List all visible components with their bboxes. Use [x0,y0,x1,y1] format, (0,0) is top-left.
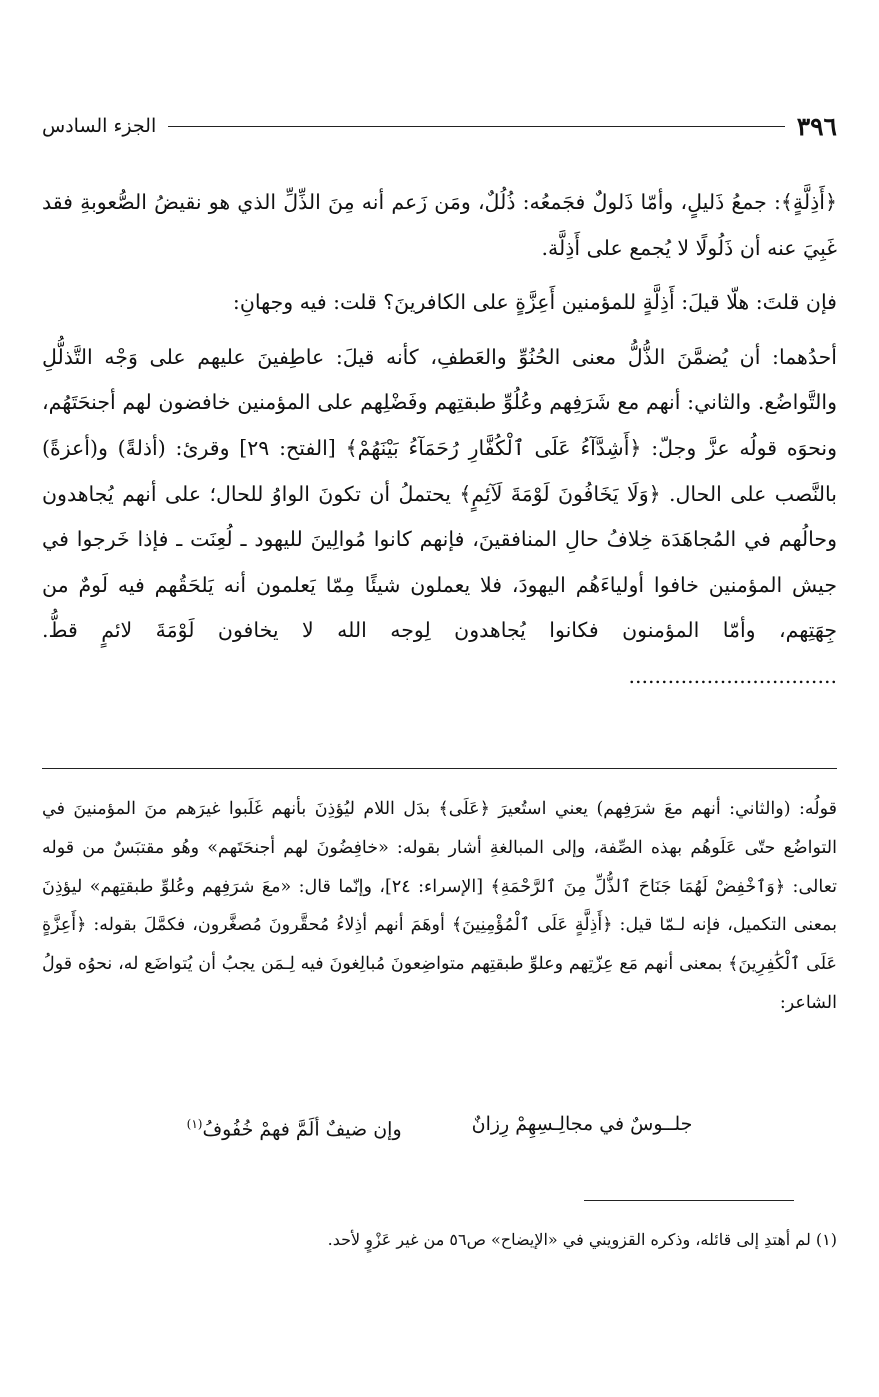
header-rule [168,126,784,127]
page-number: ٣٩٦ [796,111,837,141]
commentary [42,790,837,1023]
footnote-rule [584,1200,794,1201]
page-header [42,108,837,144]
main-paragraph-3 [42,335,837,700]
text-divider [42,768,837,769]
main-text [42,180,837,700]
main-paragraph-2: فإن قلتَ: هلّا قيلَ: أَذِلَّةٍ للمؤمنين أَعِزَّةٍ على الكافرينَ؟ قلت: فيه وجهانِ: [232,290,837,315]
footnote-marker: (١) [186,1117,203,1131]
footnote: (١) لم أهتدِ إلى قائله، وذكره القزويني في «الإيضاح» ص٥٦ من غير عَزْوٍ لأحد. [327,1230,837,1249]
verse-hemistich-second-text: وإن ضيفٌ ألَمَّ فهمْ خُفُوفُ [202,1118,402,1141]
main-paragraph-3-text: أحدُهما: أن يُضمَّنَ الذُّلُّ معنى الحُنُوِّ والعَطفِ، كأنه قيلَ: عاطِفينَ عليهم على وَجْه التَّذلُّلِ والتَّواضُع. والثاني: أنهم مع شَرَفِهم وعُلُوِّ طبقتِهم وفَضْلِهم على المؤمنين خافضون لهم أجنحَتَهُم، ونحوَه قولُه عزَّ وجلّ: ﴿أَشِدَّآءُ عَلَى ٱلْكُفَّارِ رُحَمَآءُ بَيْنَهُمْ﴾ [الفتح: ٢٩] وقرئ: (أذلةً) و(أعزةً) بالنَّصب على الحال. ﴿وَلَا يَخَافُونَ لَوْمَةَ لَآئِمٍ﴾ يحتملُ أن تكونَ الواوُ للحال؛ على أنهم يُجاهدون وحالُهم في المُجاهَدَة خِلافُ حالِ المنافقينَ، فإنهم كانوا مُوالِينَ لليهود ـ لُعِنَت ـ فإذا خَرجوا في جيش المؤمنين خافوا أولياءَهُم اليهودَ، فلا يعملون شيئًا مِمّا يَعلمون أنه يَلحَقُهم فيه لَومٌ من جِهَتِهم، وأمّا المؤمنون فكانوا يُجاهدون لِوجه الله لا يخافون لَوْمَةَ لائمٍ قطُّ. [42,344,837,643]
dotted-filler: ................................ [628,663,837,688]
verse-hemistich-first: جلــوسٌ في مجالِـسِهِمْ رِزانٌ [471,1113,693,1135]
main-paragraph-1: ﴿أَذِلَّةٍ﴾: جمعُ ذَليلٍ، وأمّا ذَلولٌ فجَمعُه: ذُلُلٌ، ومَن زَعم أنه مِنَ الذِّلِّ الذي هو نقيضُ الصُّعوبةِ فقد غَبِيَ عنه أن ذَلُولًا لا يُجمع على أَذِلَّة. [42,190,837,260]
commentary-paragraph: قولُه: (والثاني: أنهم معَ شرَفِهم) يعني استُعيرَ ﴿عَلَى﴾ بدَل اللام ليُؤذِنَ بأنهم غَلَبوا غيرَهم منَ المؤمنينَ في التواضُع حتّى عَلَوهُم بهذه الصِّفة، وإلى المبالغةِ أشار بقوله: «خافِضُونَ لهم أجنحَتَهم» وهُو مقتبَسٌ من قوله تعالى: ﴿وَٱخْفِضْ لَهُمَا جَنَاحَ ٱلذُّلِّ مِنَ ٱلرَّحْمَةِ﴾ [الإسراء: ٢٤]، وإنّما قال: «معَ شرَفِهم وعُلوِّ طبقتِهم» ليؤذِنَ بمعنى التكميل، فإنه لـمّا قيل: ﴿أَذِلَّةٍ عَلَى ٱلْمُؤْمِنِينَ﴾ أوهَمَ أنهم أذِلاءُ مُحقَّرونَ مُصغَّرون، فكمَّلَ بقوله: ﴿أَعِزَّةٍ عَلَى ٱلْكَٰفِرِينَ﴾ بمعنى أنهم مَع عِزّتِهم وعلوِّ طبقتِهم متواضِعونَ مُبالِغونَ فيه لِـمَن يجبُ أن يُتواضَع له، نحوُه قولُ الشاعر: [42,799,838,1013]
part-title: الجزء السادس [42,115,157,137]
verse-hemistich-second [187,1105,402,1148]
poetry-verse [42,1105,837,1148]
